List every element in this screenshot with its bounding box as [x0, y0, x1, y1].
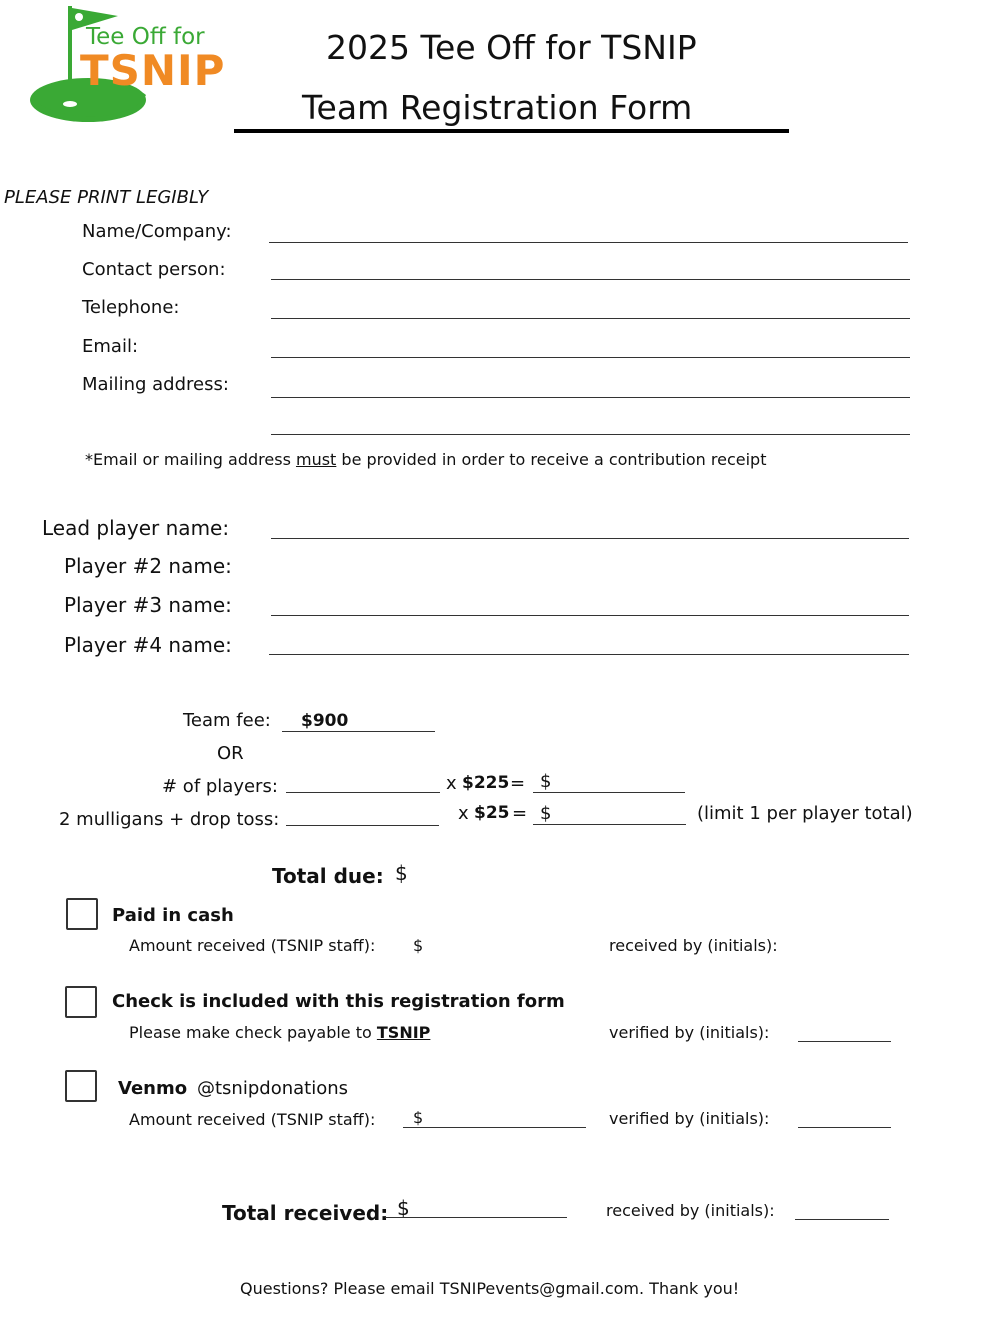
check-payee: TSNIP: [376, 1023, 431, 1042]
total-received-line[interactable]: [385, 1217, 567, 1218]
total-received-by-label: received by (initials):: [606, 1201, 775, 1220]
footer-contact-note: Questions? Please email TSNIPevents@gmail.com. Thank you!: [240, 1279, 740, 1298]
check-included-label: Check is included with this registration form: [112, 991, 565, 1012]
player-fee-amount-line[interactable]: [533, 792, 685, 793]
check-verified-by-line[interactable]: [798, 1041, 891, 1042]
mulligan-x: x: [458, 803, 469, 824]
total-due-label: Total due:: [272, 864, 384, 888]
player-4-line[interactable]: [269, 654, 909, 655]
mulligans-count-line[interactable]: [286, 825, 439, 826]
player-3-line[interactable]: [271, 615, 909, 616]
player-3-label: Player #3 name:: [64, 593, 232, 617]
email-line[interactable]: [271, 357, 910, 358]
mailing-address-label: Mailing address:: [82, 374, 229, 395]
check-payable-instruction: [129, 1023, 430, 1042]
form-title-year: 2025 Tee Off for TSNIP: [326, 28, 697, 67]
venmo-verified-by-line[interactable]: [798, 1127, 891, 1128]
cash-amount-received-label: Amount received (TSNIP staff):: [129, 936, 376, 955]
per-player-price: $225: [462, 773, 510, 793]
contact-person-line[interactable]: [271, 279, 910, 280]
total-received-label: Total received:: [222, 1201, 389, 1225]
num-players-line[interactable]: [286, 792, 440, 793]
mulligan-limit-note: (limit 1 per player total): [697, 803, 913, 824]
logo-text-line2: TSNIP: [80, 46, 226, 95]
print-legibly-instruction: PLEASE PRINT LEGIBLY: [4, 187, 209, 208]
mulligans-label: 2 mulligans + drop toss:: [59, 809, 280, 830]
mailing-address-line-2[interactable]: [271, 434, 910, 435]
note-text-before: *Email or mailing address: [85, 450, 296, 469]
venmo-amount-dollar: $: [413, 1108, 424, 1127]
contribution-receipt-note: [85, 450, 766, 469]
title-underline: [234, 129, 789, 133]
mulligan-price: $25: [474, 803, 510, 823]
check-included-checkbox[interactable]: [65, 986, 97, 1018]
mulligan-dollar: $: [540, 803, 552, 824]
email-label: Email:: [82, 336, 139, 357]
mulligan-amount-line[interactable]: [533, 824, 686, 825]
check-payable-text: Please make check payable to: [129, 1023, 377, 1042]
mulligan-equals: =: [512, 803, 528, 824]
lead-player-line[interactable]: [271, 538, 909, 539]
player-4-label: Player #4 name:: [64, 633, 232, 657]
venmo-verified-by-label: verified by (initials):: [609, 1109, 770, 1128]
note-text-after: be provided in order to receive a contribution receipt: [336, 450, 767, 469]
per-player-x: x: [446, 773, 457, 794]
paid-in-cash-checkbox[interactable]: [66, 898, 98, 930]
lead-player-label: Lead player name:: [42, 516, 230, 540]
cash-amount-dollar: $: [413, 936, 424, 955]
total-received-dollar: $: [397, 1196, 410, 1220]
team-fee-value: $900: [301, 711, 349, 731]
venmo-amount-line[interactable]: [403, 1127, 586, 1128]
name-company-label: Name/Company:: [82, 221, 232, 242]
total-due-dollar: $: [395, 861, 408, 885]
name-company-line[interactable]: [269, 242, 908, 243]
total-received-by-line[interactable]: [795, 1219, 889, 1220]
venmo-handle: @tsnipdonations: [197, 1078, 349, 1099]
contact-person-label: Contact person:: [82, 259, 226, 280]
venmo-label: Venmo: [118, 1078, 188, 1099]
player-2-label: Player #2 name:: [64, 554, 232, 578]
venmo-checkbox[interactable]: [65, 1070, 97, 1102]
team-fee-label: Team fee:: [183, 710, 271, 731]
per-player-equals: =: [510, 773, 526, 794]
check-verified-by-label: verified by (initials):: [609, 1023, 770, 1042]
logo: [26, 0, 226, 130]
cash-received-by-label: received by (initials):: [609, 936, 778, 955]
telephone-label: Telephone:: [82, 297, 180, 318]
num-players-label: # of players:: [162, 776, 278, 797]
venmo-amount-received-label: Amount received (TSNIP staff):: [129, 1110, 376, 1129]
form-title: Team Registration Form: [302, 88, 693, 127]
telephone-line[interactable]: [271, 318, 910, 319]
mailing-address-line-1[interactable]: [271, 397, 910, 398]
team-fee-line: [282, 731, 435, 732]
paid-in-cash-label: Paid in cash: [112, 905, 234, 926]
note-text-must: must: [295, 450, 337, 469]
or-label: OR: [217, 743, 244, 764]
logo-text-line1: Tee Off for: [86, 24, 205, 50]
player-fee-dollar: $: [540, 771, 552, 792]
